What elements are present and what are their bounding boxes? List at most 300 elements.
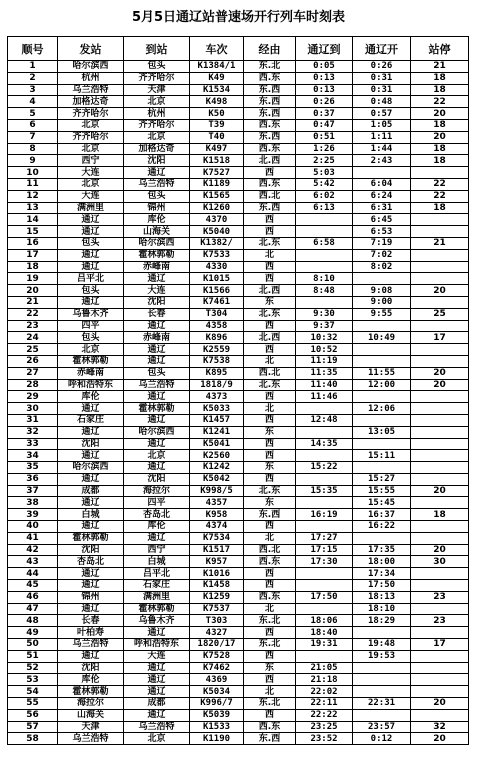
depart-cell — [353, 532, 411, 544]
via-cell: 东 — [244, 296, 296, 308]
seq-cell: 39 — [8, 509, 58, 521]
to-cell: 海拉尔 — [124, 485, 190, 497]
table-row — [8, 639, 469, 651]
depart-cell — [353, 686, 411, 698]
table-row — [8, 84, 469, 96]
train-cell: K7528 — [190, 650, 244, 662]
seq-cell: 8 — [8, 143, 58, 155]
depart-cell — [353, 438, 411, 450]
arrive-cell: 10:32 — [296, 332, 353, 344]
to-cell: 杭州 — [124, 108, 190, 120]
from-cell: 沈阳 — [58, 662, 124, 674]
arrive-cell — [296, 214, 353, 226]
from-cell: 杏岛北 — [58, 556, 124, 568]
stop-cell — [411, 214, 469, 226]
table-row — [8, 485, 469, 497]
arrive-cell: 8:48 — [296, 285, 353, 297]
arrive-cell: 21:05 — [296, 662, 353, 674]
table-row — [8, 509, 469, 521]
stop-cell: 20 — [411, 733, 469, 745]
from-cell: 西宁 — [58, 155, 124, 167]
from-cell: 通辽 — [58, 473, 124, 485]
stop-cell: 17 — [411, 639, 469, 651]
to-cell: 包头 — [124, 367, 190, 379]
table-row — [8, 237, 469, 249]
depart-cell — [353, 167, 411, 179]
from-cell: 乌鲁木齐 — [58, 308, 124, 320]
seq-cell: 26 — [8, 355, 58, 367]
depart-cell — [353, 414, 411, 426]
train-cell: K5034 — [190, 686, 244, 698]
train-cell: 1820/17 — [190, 639, 244, 651]
depart-cell: 15:11 — [353, 450, 411, 462]
stop-cell: 22 — [411, 96, 469, 108]
depart-cell: 6:04 — [353, 178, 411, 190]
to-cell: 库伦 — [124, 521, 190, 533]
train-cell: 4358 — [190, 320, 244, 332]
depart-cell: 17:34 — [353, 568, 411, 580]
to-cell: 霍林郭勒 — [124, 603, 190, 615]
via-cell: 东 — [244, 462, 296, 474]
via-cell: 西 — [244, 391, 296, 403]
arrive-cell: 22:22 — [296, 709, 353, 721]
to-cell: 通辽 — [124, 355, 190, 367]
header-row — [8, 37, 469, 61]
to-cell: 乌鲁木齐 — [124, 615, 190, 627]
table-row — [8, 615, 469, 627]
table-row — [8, 721, 469, 733]
stop-cell — [411, 438, 469, 450]
stop-cell: 20 — [411, 544, 469, 556]
table-row — [8, 391, 469, 403]
depart-cell — [353, 320, 411, 332]
stop-cell — [411, 662, 469, 674]
arrive-cell: 6:02 — [296, 190, 353, 202]
seq-cell: 24 — [8, 332, 58, 344]
arrive-cell: 8:10 — [296, 273, 353, 285]
via-cell: 北 — [244, 249, 296, 261]
from-cell: 通辽 — [58, 261, 124, 273]
to-cell: 通辽 — [124, 344, 190, 356]
seq-cell: 1 — [8, 61, 58, 73]
seq-cell: 13 — [8, 202, 58, 214]
table-row — [8, 521, 469, 533]
via-cell: 西.北 — [244, 367, 296, 379]
to-cell: 北京 — [124, 131, 190, 143]
from-cell: 呼和浩特东 — [58, 379, 124, 391]
depart-cell: 19:48 — [353, 639, 411, 651]
depart-cell: 15:27 — [353, 473, 411, 485]
seq-cell: 35 — [8, 462, 58, 474]
to-cell: 加格达奇 — [124, 143, 190, 155]
table-row — [8, 344, 469, 356]
to-cell: 大连 — [124, 650, 190, 662]
header-depart: 通辽开 — [353, 37, 411, 61]
stop-cell — [411, 521, 469, 533]
table-row — [8, 462, 469, 474]
seq-cell: 54 — [8, 686, 58, 698]
arrive-cell: 15:22 — [296, 462, 353, 474]
from-cell: 沈阳 — [58, 438, 124, 450]
from-cell: 杭州 — [58, 72, 124, 84]
via-cell: 北 — [244, 686, 296, 698]
from-cell: 四平 — [58, 320, 124, 332]
to-cell: 杏岛北 — [124, 509, 190, 521]
from-cell: 乌兰浩特 — [58, 733, 124, 745]
seq-cell: 4 — [8, 96, 58, 108]
from-cell: 霍林郭勒 — [58, 686, 124, 698]
train-cell: T39 — [190, 119, 244, 131]
stop-cell: 21 — [411, 237, 469, 249]
from-cell: 叶柏寿 — [58, 627, 124, 639]
stop-cell: 20 — [411, 485, 469, 497]
train-cell: K958 — [190, 509, 244, 521]
via-cell: 东.西 — [244, 733, 296, 745]
depart-cell — [353, 344, 411, 356]
arrive-cell: 23:25 — [296, 721, 353, 733]
stop-cell — [411, 296, 469, 308]
arrive-cell: 6:13 — [296, 202, 353, 214]
via-cell: 西.北 — [244, 544, 296, 556]
to-cell: 呼和浩特东 — [124, 639, 190, 651]
seq-cell: 43 — [8, 556, 58, 568]
arrive-cell: 11:35 — [296, 367, 353, 379]
via-cell: 西.东 — [244, 591, 296, 603]
to-cell: 通辽 — [124, 532, 190, 544]
timetable-body — [8, 61, 469, 745]
seq-cell: 20 — [8, 285, 58, 297]
from-cell: 沈阳 — [58, 544, 124, 556]
seq-cell: 53 — [8, 674, 58, 686]
train-cell: K1384/1 — [190, 61, 244, 73]
seq-cell: 23 — [8, 320, 58, 332]
train-cell: K2559 — [190, 344, 244, 356]
to-cell: 霍林郭勒 — [124, 249, 190, 261]
to-cell: 通辽 — [124, 674, 190, 686]
depart-cell: 1:05 — [353, 119, 411, 131]
train-cell: K1241 — [190, 426, 244, 438]
train-cell: K1534 — [190, 84, 244, 96]
arrive-cell: 17:50 — [296, 591, 353, 603]
train-cell: K1382/ — [190, 237, 244, 249]
table-row — [8, 650, 469, 662]
train-cell: K1565 — [190, 190, 244, 202]
arrive-cell: 11:46 — [296, 391, 353, 403]
arrive-cell: 17:15 — [296, 544, 353, 556]
table-row — [8, 438, 469, 450]
to-cell: 齐齐哈尔 — [124, 119, 190, 131]
train-cell: K5039 — [190, 709, 244, 721]
arrive-cell: 0:37 — [296, 108, 353, 120]
train-cell: T304 — [190, 308, 244, 320]
table-row — [8, 603, 469, 615]
stop-cell: 18 — [411, 72, 469, 84]
arrive-cell: 12:48 — [296, 414, 353, 426]
table-row — [8, 143, 469, 155]
from-cell: 乌兰浩特 — [58, 639, 124, 651]
arrive-cell — [296, 450, 353, 462]
via-cell: 西 — [244, 414, 296, 426]
to-cell: 山海关 — [124, 226, 190, 238]
to-cell: 通辽 — [124, 273, 190, 285]
stop-cell: 20 — [411, 108, 469, 120]
from-cell: 长春 — [58, 615, 124, 627]
train-cell: K5042 — [190, 473, 244, 485]
train-cell: K1533 — [190, 721, 244, 733]
via-cell: 北.东 — [244, 308, 296, 320]
via-cell: 西 — [244, 568, 296, 580]
from-cell: 通辽 — [58, 226, 124, 238]
from-cell: 石家庄 — [58, 414, 124, 426]
from-cell: 锦州 — [58, 591, 124, 603]
via-cell: 西.北 — [244, 190, 296, 202]
to-cell: 赤峰南 — [124, 261, 190, 273]
from-cell: 海拉尔 — [58, 698, 124, 710]
train-cell: K1458 — [190, 580, 244, 592]
train-cell: K1457 — [190, 414, 244, 426]
seq-cell: 44 — [8, 568, 58, 580]
depart-cell: 8:02 — [353, 261, 411, 273]
stop-cell: 25 — [411, 308, 469, 320]
to-cell: 通辽 — [124, 438, 190, 450]
via-cell: 东.西 — [244, 131, 296, 143]
train-cell: K1518 — [190, 155, 244, 167]
via-cell: 西 — [244, 450, 296, 462]
train-cell: 4327 — [190, 627, 244, 639]
depart-cell: 18:13 — [353, 591, 411, 603]
stop-cell — [411, 273, 469, 285]
table-row — [8, 698, 469, 710]
table-row — [8, 532, 469, 544]
arrive-cell: 5:42 — [296, 178, 353, 190]
train-cell: K5041 — [190, 438, 244, 450]
stop-cell: 20 — [411, 379, 469, 391]
train-cell: K497 — [190, 143, 244, 155]
train-cell: K5033 — [190, 403, 244, 415]
seq-cell: 18 — [8, 261, 58, 273]
depart-cell: 11:55 — [353, 367, 411, 379]
via-cell: 西 — [244, 650, 296, 662]
depart-cell: 12:00 — [353, 379, 411, 391]
table-row — [8, 709, 469, 721]
table-row — [8, 497, 469, 509]
depart-cell — [353, 462, 411, 474]
seq-cell: 51 — [8, 650, 58, 662]
depart-cell: 17:50 — [353, 580, 411, 592]
to-cell: 通辽 — [124, 686, 190, 698]
stop-cell: 20 — [411, 131, 469, 143]
train-cell: K1259 — [190, 591, 244, 603]
from-cell: 加格达奇 — [58, 96, 124, 108]
train-cell: K498 — [190, 96, 244, 108]
arrive-cell — [296, 296, 353, 308]
table-row — [8, 450, 469, 462]
arrive-cell — [296, 497, 353, 509]
seq-cell: 25 — [8, 344, 58, 356]
stop-cell — [411, 627, 469, 639]
table-row — [8, 167, 469, 179]
depart-cell: 0:48 — [353, 96, 411, 108]
train-cell: 4357 — [190, 497, 244, 509]
to-cell: 天津 — [124, 84, 190, 96]
from-cell: 包头 — [58, 237, 124, 249]
seq-cell: 56 — [8, 709, 58, 721]
depart-cell: 15:45 — [353, 497, 411, 509]
seq-cell: 31 — [8, 414, 58, 426]
from-cell: 通辽 — [58, 214, 124, 226]
depart-cell: 18:29 — [353, 615, 411, 627]
depart-cell: 17:35 — [353, 544, 411, 556]
seq-cell: 16 — [8, 237, 58, 249]
train-cell: K49 — [190, 72, 244, 84]
seq-cell: 2 — [8, 72, 58, 84]
arrive-cell: 0:05 — [296, 61, 353, 73]
arrive-cell: 1:26 — [296, 143, 353, 155]
header-stop: 站停 — [411, 37, 469, 61]
to-cell: 赤峰南 — [124, 332, 190, 344]
timetable — [7, 36, 469, 745]
depart-cell: 12:06 — [353, 403, 411, 415]
table-row — [8, 556, 469, 568]
train-cell: T40 — [190, 131, 244, 143]
stop-cell: 32 — [411, 721, 469, 733]
table-row — [8, 414, 469, 426]
train-cell: K5040 — [190, 226, 244, 238]
via-cell: 西 — [244, 226, 296, 238]
stop-cell: 17 — [411, 332, 469, 344]
via-cell: 东 — [244, 497, 296, 509]
to-cell: 沈阳 — [124, 296, 190, 308]
train-cell: K998/5 — [190, 485, 244, 497]
table-row — [8, 426, 469, 438]
via-cell: 东 — [244, 662, 296, 674]
table-row — [8, 285, 469, 297]
table-row — [8, 544, 469, 556]
via-cell: 西.东 — [244, 178, 296, 190]
depart-cell: 18:00 — [353, 556, 411, 568]
table-row — [8, 733, 469, 745]
from-cell: 通辽 — [58, 497, 124, 509]
from-cell: 库伦 — [58, 391, 124, 403]
depart-cell: 9:55 — [353, 308, 411, 320]
from-cell: 齐齐哈尔 — [58, 131, 124, 143]
from-cell: 齐齐哈尔 — [58, 108, 124, 120]
train-cell: K7462 — [190, 662, 244, 674]
from-cell: 北京 — [58, 178, 124, 190]
seq-cell: 19 — [8, 273, 58, 285]
arrive-cell: 0:51 — [296, 131, 353, 143]
seq-cell: 45 — [8, 580, 58, 592]
depart-cell: 0:26 — [353, 61, 411, 73]
table-row — [8, 674, 469, 686]
to-cell: 通辽 — [124, 709, 190, 721]
to-cell: 北京 — [124, 450, 190, 462]
arrive-cell — [296, 426, 353, 438]
seq-cell: 52 — [8, 662, 58, 674]
page-title: 5月5日通辽站普速场开行列车时刻表 — [131, 10, 346, 25]
train-cell: K1566 — [190, 285, 244, 297]
via-cell: 北.西 — [244, 155, 296, 167]
table-row — [8, 131, 469, 143]
from-cell: 通辽 — [58, 603, 124, 615]
seq-cell: 49 — [8, 627, 58, 639]
via-cell: 北.西 — [244, 332, 296, 344]
from-cell: 通辽 — [58, 426, 124, 438]
seq-cell: 34 — [8, 450, 58, 462]
via-cell: 西.东 — [244, 143, 296, 155]
to-cell: 沈阳 — [124, 473, 190, 485]
stop-cell — [411, 568, 469, 580]
table-row — [8, 61, 469, 73]
arrive-cell: 17:30 — [296, 556, 353, 568]
to-cell: 满洲里 — [124, 591, 190, 603]
seq-cell: 40 — [8, 521, 58, 533]
arrive-cell: 19:31 — [296, 639, 353, 651]
depart-cell: 9:00 — [353, 296, 411, 308]
seq-cell: 30 — [8, 403, 58, 415]
arrive-cell: 21:18 — [296, 674, 353, 686]
stop-cell — [411, 497, 469, 509]
table-row — [8, 178, 469, 190]
to-cell: 通辽 — [124, 391, 190, 403]
from-cell: 白城 — [58, 509, 124, 521]
stop-cell: 18 — [411, 119, 469, 131]
depart-cell: 18:10 — [353, 603, 411, 615]
train-cell: T303 — [190, 615, 244, 627]
header-from: 发站 — [58, 37, 124, 61]
stop-cell — [411, 462, 469, 474]
via-cell: 西 — [244, 627, 296, 639]
stop-cell: 18 — [411, 155, 469, 167]
depart-cell: 0:31 — [353, 72, 411, 84]
train-cell: K7538 — [190, 355, 244, 367]
table-row — [8, 332, 469, 344]
via-cell: 西 — [244, 580, 296, 592]
table-row — [8, 296, 469, 308]
table-row — [8, 273, 469, 285]
depart-cell: 1:44 — [353, 143, 411, 155]
from-cell: 包头 — [58, 285, 124, 297]
arrive-cell: 14:35 — [296, 438, 353, 450]
train-cell: K1190 — [190, 733, 244, 745]
via-cell: 东.西 — [244, 96, 296, 108]
train-cell: 4373 — [190, 391, 244, 403]
to-cell: 齐齐哈尔 — [124, 72, 190, 84]
via-cell: 西 — [244, 320, 296, 332]
arrive-cell — [296, 650, 353, 662]
train-cell: K7537 — [190, 603, 244, 615]
table-row — [8, 202, 469, 214]
to-cell: 沈阳 — [124, 155, 190, 167]
via-cell: 北 — [244, 603, 296, 615]
depart-cell — [353, 391, 411, 403]
depart-cell: 0:31 — [353, 84, 411, 96]
seq-cell: 50 — [8, 639, 58, 651]
seq-cell: 12 — [8, 190, 58, 202]
stop-cell — [411, 167, 469, 179]
train-cell: K2560 — [190, 450, 244, 462]
seq-cell: 3 — [8, 84, 58, 96]
from-cell: 大连 — [58, 190, 124, 202]
arrive-cell: 6:58 — [296, 237, 353, 249]
table-row — [8, 226, 469, 238]
table-row — [8, 249, 469, 261]
to-cell: 吕平北 — [124, 568, 190, 580]
to-cell: 大连 — [124, 285, 190, 297]
arrive-cell: 0:47 — [296, 119, 353, 131]
via-cell: 东.北 — [244, 639, 296, 651]
stop-cell — [411, 450, 469, 462]
